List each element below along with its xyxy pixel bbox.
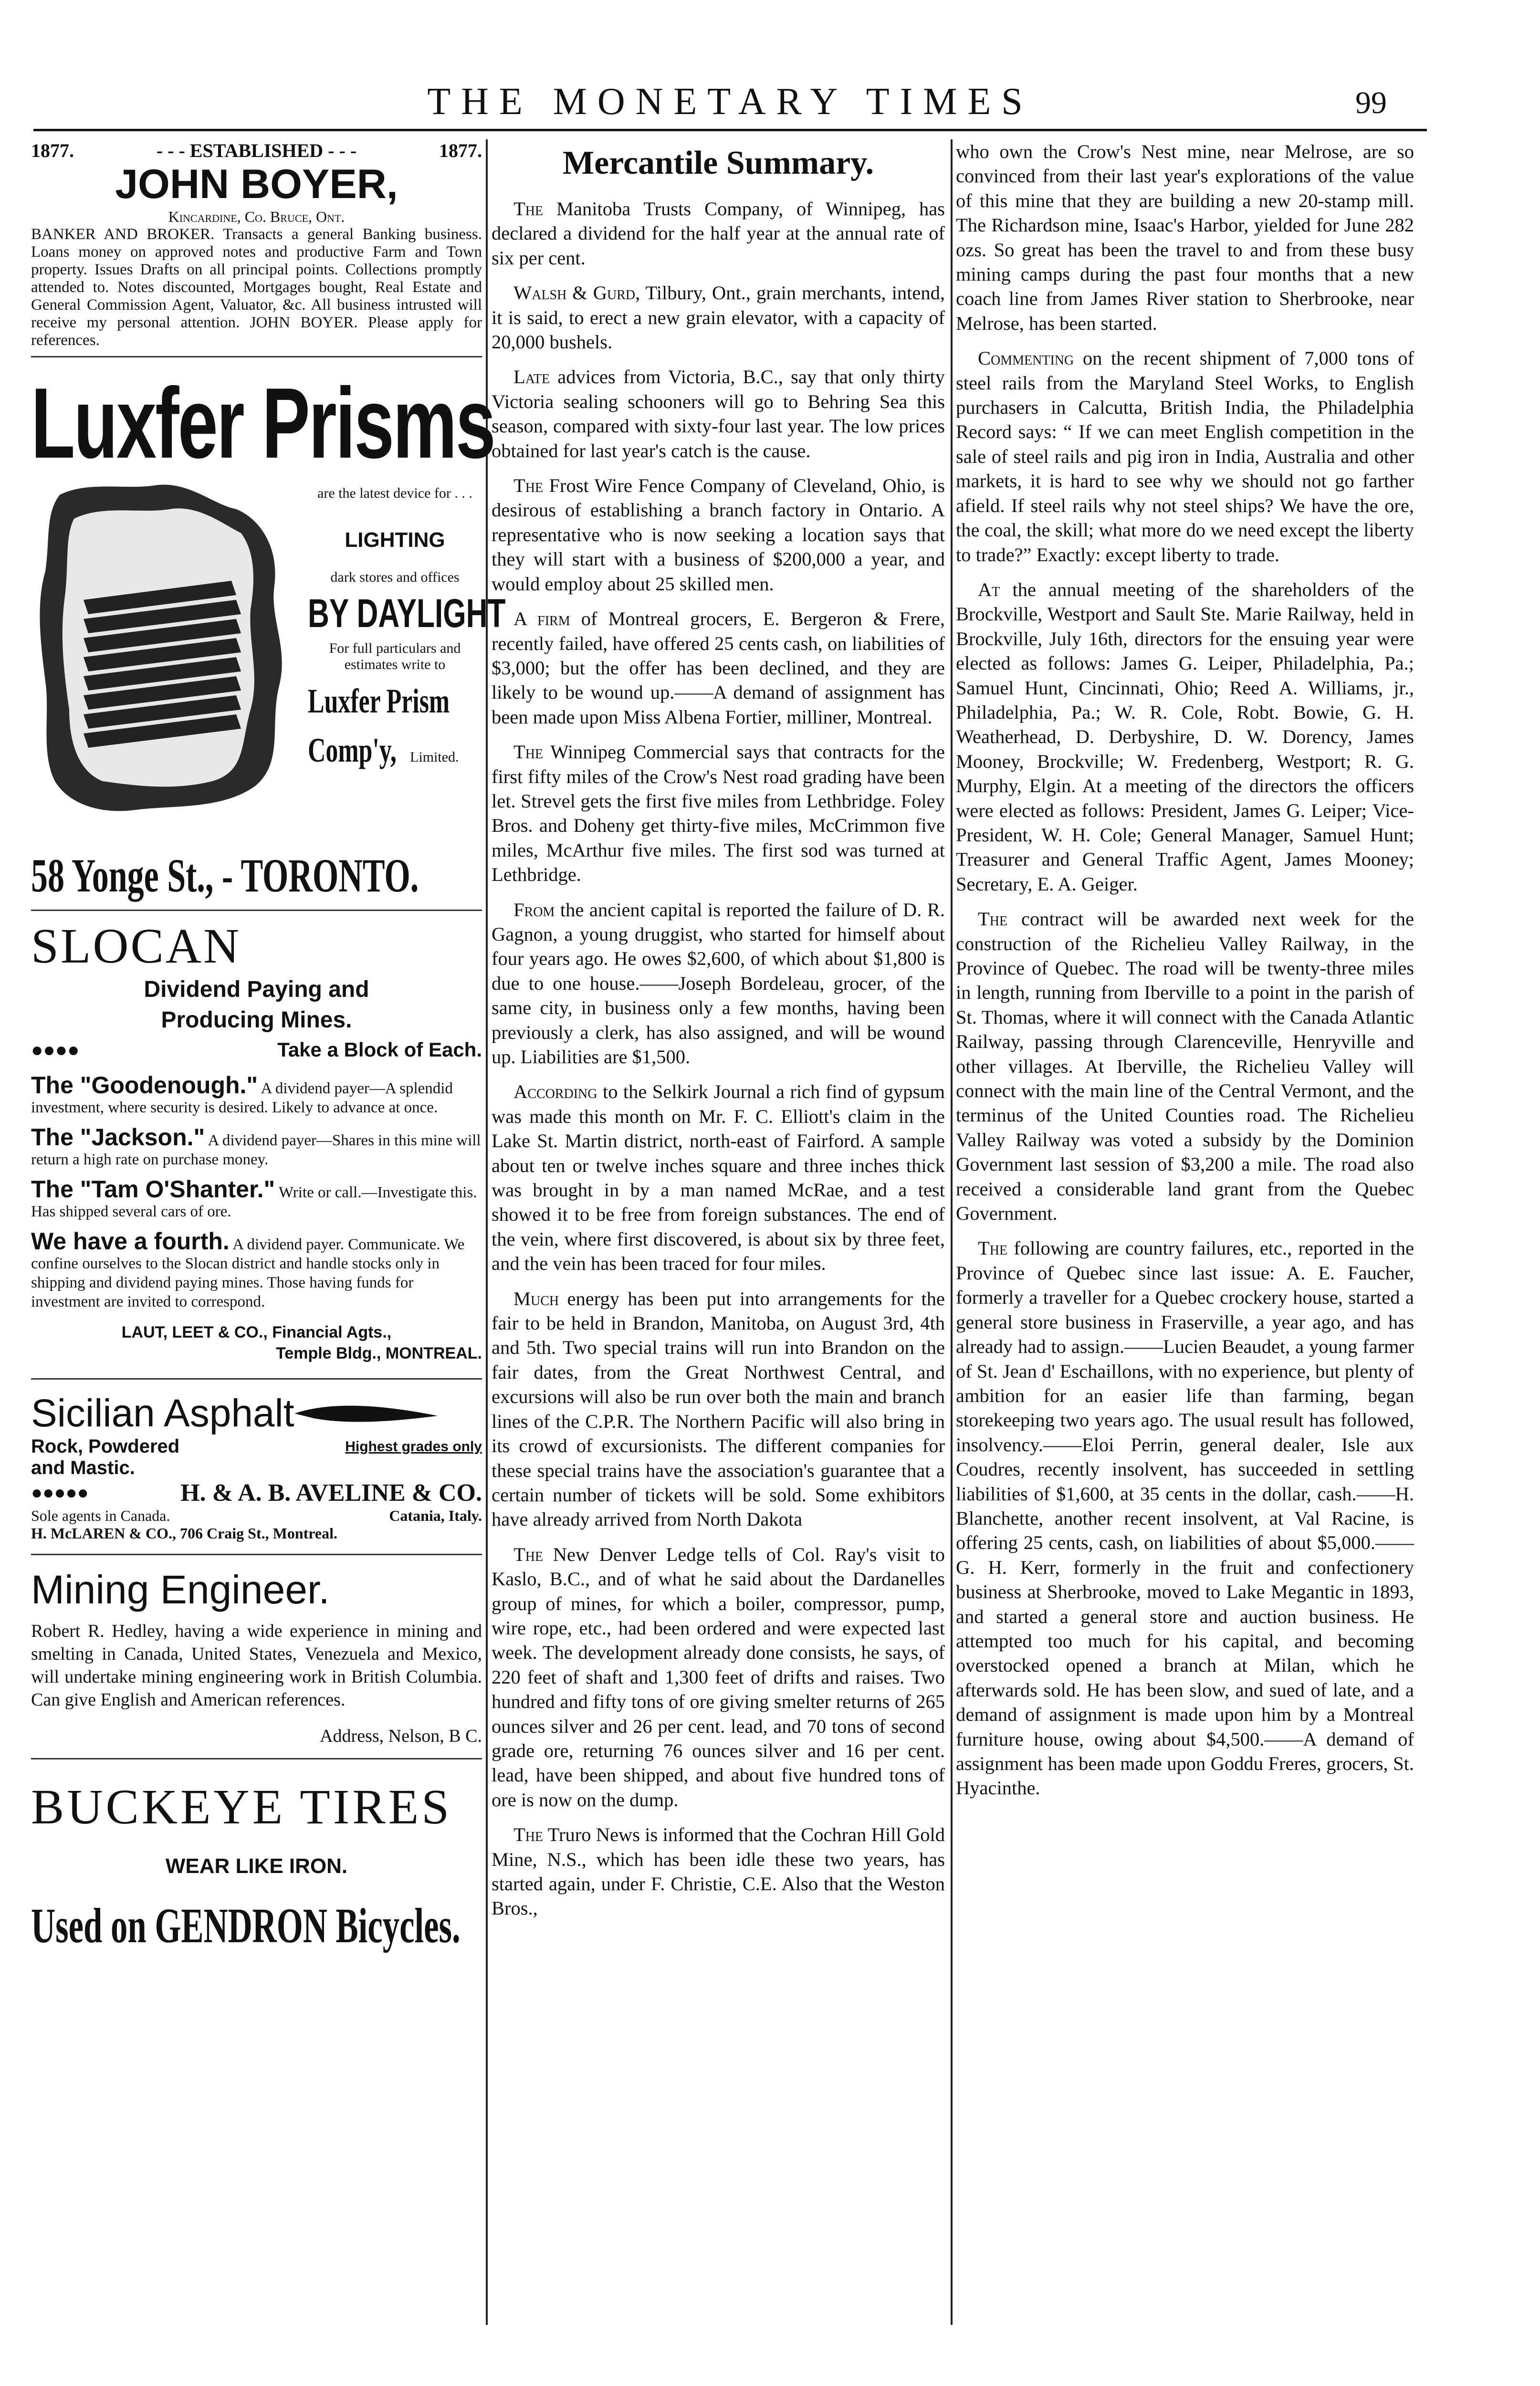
paragraph-lead: The (513, 475, 544, 497)
paragraph-lead: The (513, 741, 544, 763)
article-paragraph (492, 281, 945, 354)
paragraph-text: Manitoba Trusts Company, of Winnipeg, has declared a dividend for the half year at the annual rate of six per cent. (492, 198, 945, 269)
luxfer-line2: dark stores and offices (330, 569, 460, 585)
asphalt-line2: and Mastic. (31, 1457, 135, 1478)
asphalt-bullets: ●●●●● (31, 1482, 89, 1503)
section-heading: Mercantile Summary. (563, 145, 874, 181)
luxfer-daylight: BY DAYLIGHT (308, 591, 506, 636)
article-paragraph (492, 365, 945, 463)
luxfer-line1: are the latest device for . . . (317, 485, 472, 501)
slocan-item-tam-oshanter (31, 1176, 482, 1221)
boyer-name: JOHN BOYER, (115, 161, 398, 207)
luxfer-title: Luxfer Prisms (31, 367, 494, 479)
article-paragraph (956, 346, 1414, 567)
slocan-ad (31, 918, 482, 1364)
slocan-take-line (31, 1038, 482, 1061)
luxfer-company2-line (308, 731, 482, 770)
article-list (492, 197, 945, 1921)
slocan-item-text: A dividend payer—Shares in this mine will return a high rate on purchase money. (31, 1132, 481, 1168)
article-paragraph (492, 1542, 945, 1812)
slocan-item-text: Write or call.—Investigate this. Has shipped several cars of ore. (31, 1184, 477, 1220)
mining-address: Address, Nelson, B C. (320, 1726, 482, 1746)
asphalt-line1: Rock, Powdered (31, 1436, 180, 1457)
asphalt-row4 (31, 1507, 482, 1525)
boyer-year-right: 1877. (439, 140, 482, 161)
paragraph-text: contract will be awarded next week for the construction of the Richelieu Valley Railway, in the Province of Quebec. The road will be twenty-three miles in length, running from Iberville to a point in the parish of St. Thomas, where it will connect with the Canada Atlantic Railway, passing through Clarenceville, Henryville and other villages. At Iberville, the Richelieu Valley will connect with the main line of the Central Vermont, and the terminus of the United Counties road. The Richelieu Valley Railway was voted a subsidy by the Dominion Government last session of $3,200 a mile. The road also received a considerable land grant from the Quebec Government. (956, 908, 1414, 1224)
asphalt-row3 (31, 1479, 482, 1507)
luxfer-line3: For full particulars and estimates write to (329, 640, 461, 672)
asphalt-title-row (31, 1391, 482, 1436)
boyer-year-left: 1877. (31, 140, 74, 161)
luxfer-company1: Luxfer Prism (308, 682, 450, 720)
column-divider-right (951, 139, 953, 2325)
boyer-established: - - - ESTABLISHED - - - (156, 140, 357, 161)
paragraph-text: Truro News is informed that the Cochran Hill Gold Mine, N.S., which has been idle these two years, has started again, under F. Christie, C.E. Also that the Weston Bros., (492, 1824, 945, 1919)
luxfer-ad (31, 367, 506, 903)
article-paragraph (956, 139, 1414, 335)
paragraph-text: who own the Crow's Nest mine, near Melrose, are so convinced from their last year's explorations of the value of this mine that they are building a new 20-stamp mill. The Richardson mine, Isaac's Harbor, yielded for June 282 ozs. So great has been the travel to and from these busy mining camps during the past four months that a new coach line from James River station to Sherbrooke, near Melrose, has been started. (956, 141, 1414, 334)
luxfer-address: 58 Yonge St., - TORONTO. (31, 849, 419, 902)
paragraph-lead: A firm (513, 608, 570, 630)
article-paragraph (492, 740, 945, 887)
boyer-body: BANKER AND BROKER. Transacts a general Banking business. Loans money on approved notes and productive Farm and Town property. Issues Drafts on all principal points. Collections promptly attended to. Notes discounted, Mortgages bought, Real Estate and General Commission Agent, Valuator, &c. All business intrusted will receive my personal attention. JOHN BOYER. Please apply for references. (31, 226, 482, 349)
article-paragraph (492, 607, 945, 729)
asphalt-highest: Highest grades only (345, 1438, 482, 1455)
asphalt-title: Sicilian Asphalt (31, 1392, 294, 1435)
paragraph-lead: The (513, 1824, 544, 1846)
paragraph-lead: The (978, 908, 1008, 930)
paragraph-lead: From (513, 899, 555, 921)
article-paragraph (492, 1822, 945, 1921)
luxfer-body (31, 476, 506, 858)
paragraph-text: Tilbury, Ont., grain merchants, intend, it is said, to erect a new grain elevator, with a capacity of 20,000 bushels. (492, 282, 945, 353)
asphalt-sole: Sole agents in Canada. (31, 1507, 170, 1524)
asphalt-row1 (31, 1436, 482, 1457)
paragraph-text: energy has been put into arrangements for the fair to be held in Brandon, Manitoba, on August 3rd, 4th and 5th. Two special trains will run into Brandon on the fair dates, from the Great Northwest Central, and excursions will also be run over both the main and branch lines of the C.P.R. The Northern Pacific will also bring in its crowd of excursionists. The different companies for these special trains have the association's guarantee that a certain number of tickets will be sold. Some exhibitors have already arrived from North Dakota (492, 1287, 945, 1530)
mining-body: Robert R. Hedley, having a wide experience in mining and smelting in Canada, United States, Venezuela and Mexico, will undertake mining engineering work in British Columbia. Can give English and American references. (31, 1621, 482, 1710)
article-paragraph (492, 197, 945, 270)
slocan-item-text: A dividend payer—A splendid investment, where security is desired. Likely to advance at once. (31, 1080, 453, 1116)
luxfer-side-text (308, 476, 506, 770)
slocan-item-name: The "Goodenough." (31, 1072, 258, 1099)
paragraph-text: the ancient capital is reported the failure of D. R. Gagnon, a young druggist, who started for himself about four years ago. He owes $2,600, of which about $1,800 is due to one house.——Joseph Bordeleau, grocer, of the same city, in business only a few months, having been previously a clerk, has also assigned, and will be wound up. Liabilities are $1,500. (492, 899, 945, 1067)
slocan-agents2: Temple Bldg., MONTREAL. (276, 1344, 482, 1362)
slocan-item-name: We have a fourth. (31, 1228, 230, 1255)
boyer-location: Kincardine, Co. Bruce, Ont. (168, 208, 345, 225)
divider (31, 910, 482, 911)
slocan-agents1: LAUT, LEET & CO., Financial Agts., (121, 1323, 392, 1341)
paragraph-text: of Montreal grocers, E. Bergeron & Frere, recently failed, have offered 25 cents cash, on liabilities of $3,000; but the offer has been declined, and they are likely to be wound up.——A demand of assignment has been made upon Miss Albena Fortier, milliner, Montreal. (492, 608, 945, 728)
page-number: 99 (1355, 85, 1387, 120)
masthead-title: THE MONETARY TIMES (427, 81, 1033, 123)
slocan-sub2: Producing Mines. (161, 1007, 352, 1033)
article-paragraph (956, 577, 1414, 896)
slocan-item-name: The "Tam O'Shanter." (31, 1176, 275, 1203)
slocan-item-jackson (31, 1124, 482, 1169)
luxfer-lighting: LIGHTING (345, 528, 445, 552)
paragraph-lead: At (978, 578, 1000, 600)
paragraph-text: New Denver Ledge tells of Col. Ray's visit to Kaslo, B.C., and of what he said about the Dardanelles group of mines, for which a boiler, compressor, pump, wire rope, etc., had been ordered and were expected last week. The development already done consists, he says, of 220 feet of shaft and 1,300 feet of drifts and raises. Two hundred and fifty tons of ore giving smelter returns of 265 ounces silver and 26 per cent. lead, and 70 tons of second grade ore, returning 76 ounces silver and 16 per cent. lead, have been shipped, and about five hundred tons of ore is now on the dump. (492, 1543, 945, 1810)
divider (31, 1758, 482, 1759)
slocan-title: SLOCAN (31, 919, 241, 973)
buckeye-ad (31, 1779, 482, 1954)
article-paragraph (492, 898, 945, 1069)
mining-engineer-ad (31, 1567, 482, 1747)
asphalt-company: H. & A. B. AVELINE & CO. (180, 1479, 482, 1507)
article-paragraph (956, 1236, 1414, 1800)
prism-window-illustration (31, 476, 298, 819)
article-list (956, 139, 1414, 1800)
slocan-item-name: The "Jackson." (31, 1124, 205, 1151)
paragraph-text: Frost Wire Fence Company of Cleveland, Ohio, is desirous of establishing a branch factory in Ontario. A representative who is now seeking a location says that they will start with a business of $200,000 a year, and would employ about 25 skilled men. (492, 475, 945, 595)
luxfer-company2: Comp'y, (308, 731, 397, 769)
article-paragraph (492, 473, 945, 596)
divider (31, 1378, 482, 1380)
paragraph-text: to the Selkirk Journal a rich find of gypsum was made this month on Mr. F. C. Elliott's claim in the Lake St. Martin district, north-east of Fairford. A sample about ten or twelve inches square and three inches thick was brought in by a man named McRae, and a test showed it to be free from foreign substances. The end of the vein, where first discovered, is about six by three feet, and the vein has been traced for four miles. (492, 1081, 945, 1275)
buckeye-title: BUCKEYE TIRES (31, 1779, 452, 1834)
slocan-item-goodenough (31, 1072, 482, 1117)
buckeye-sub: WEAR LIKE IRON. (165, 1854, 348, 1878)
asphalt-mclaren: H. McLAREN & CO., 706 Craig St., Montreal. (31, 1525, 337, 1542)
paragraph-lead: The (513, 198, 544, 220)
paragraph-text: following are country failures, etc., reported in the Province of Quebec since last issue: A. E. Faucher, formerly a traveller for a Quebec crockery house, started a general store business in Fraserville, a year ago, and has already had to assign.——Lucien Beaudet, a young farmer of St. Jean d' Eschaillons, with no experience, but plenty of ambition for an easier life than farming, began storekeeping two years ago. The usual result has followed, insolvency.——Eloi Perrin, general dealer, Isle aux Coudres, recently insolvent, has succeeded in settling liabilities of $1,600, at 35 cents in the dollar, cash.——H. Blanchette, another recent insolvent, at Val Racine, is offering 25 cents, cash, on liabilities of about $5,000.——G. H. Kerr, formerly in the fruit and confectionery business at Sherbrooke, moved to Lake Megantic in 1893, and started a general store and auction business. He attempted too much for his capital, and becoming overstocked opened a branch at Milan, which he afterwards sold. He has been slow, and sued of late, and a demand of assignment is made upon him by a Montreal furniture house, owing about $4,500.——A demand of assignment has been made upon Goddu Freres, grocers, St. Hyacinthe. (956, 1237, 1414, 1799)
paragraph-lead: Walsh & Gurd, (513, 282, 640, 304)
slocan-bullets: ●●●● (31, 1038, 80, 1061)
pointing-hand-icon (294, 1399, 438, 1428)
boyer-ad (31, 139, 482, 349)
paragraph-lead: Much (513, 1287, 559, 1309)
divider (31, 356, 482, 357)
paragraph-lead: Commenting (978, 347, 1074, 369)
header-rule (33, 129, 1427, 131)
paragraph-text: advices from Victoria, B.C., say that only thirty Victoria sealing schooners will go to Behring Sea this season, compared with sixty-four last year. The low prices obtained for last year's catch is the cause. (492, 366, 945, 461)
slocan-sub1: Dividend Paying and (144, 977, 369, 1002)
boyer-established-line (31, 139, 482, 162)
paragraph-lead: According (513, 1081, 597, 1103)
article-paragraph (492, 1287, 945, 1532)
paragraph-text: on the recent shipment of 7,000 tons of steel rails from the Maryland Steel Works, to English purchasers in Calcutta, British India, the Philadelphia Record says: “ If we can meet English competition in the sale of steel rails and pig iron in India, Australia and other markets, it is hard to see why we should not go farther afield. If steel rails why not steel ships? We have the ore, the coal, the skill; what more do we need except the liberty to trade?” Exactly: except liberty to trade. (956, 347, 1414, 565)
advertisements-column (31, 139, 506, 2354)
divider (31, 1554, 482, 1555)
paragraph-lead: The (978, 1237, 1008, 1259)
paragraph-text: the annual meeting of the shareholders of the Brockville, Westport and Sault Ste. Marie Railway, held in Brockville, July 16th, directors for the ensuing year were elected as follows: James G. Leiper, Philadelphia, Pa.; Samuel Hunt, Cincinnati, Ohio; Reed A. Williams, jr., Philadelphia, Pa.; W. R. Cole, Robt. Bowie, G. H. Weatherhead, D. Derbyshire, D. W. Dorency, James Mooney, Brockville; W. Fredenberg, Westport; R. G. Murphy, Elgin. At a meeting of the directors the officers were elected as follows: President, James G. Leiper; Vice-President, W. H. Cole; General Manager, Samuel Hunt; Treasurer and General Traffic Agent, James Mooney; Secretary, E. A. Geiger. (956, 578, 1414, 895)
slocan-item-text: A dividend payer. Communicate. We confine ourselves to the Slocan district and handle stocks only in shipping and dividend paying mines. Those having funds for investment are invited to correspond. (31, 1236, 465, 1310)
article-paragraph (956, 907, 1414, 1225)
mercantile-summary-column (492, 139, 945, 2354)
continued-summary-column (956, 139, 1414, 2354)
slocan-item-fourth (31, 1228, 482, 1311)
mining-title: Mining Engineer. (31, 1567, 330, 1612)
asphalt-catania: Catania, Italy. (389, 1507, 482, 1524)
paragraph-text: Winnipeg Commercial says that contracts for the first fifty miles of the Crow's Nest road grading have been let. Strevel gets the first five miles from Lethbridge. Foley Bros. and Doheny get thirty-five miles, McCrimmon five miles, McArthur five miles. The first sod was turned at Lethbridge. (492, 741, 945, 886)
asphalt-ad (31, 1391, 482, 1542)
article-paragraph (492, 1079, 945, 1276)
luxfer-limited: Limited. (410, 749, 459, 765)
slocan-take: Take a Block of Each. (277, 1038, 482, 1061)
buckeye-used: Used on GENDRON Bicycles. (31, 1898, 461, 1953)
paragraph-lead: Late (513, 366, 550, 388)
paragraph-lead: The (513, 1543, 544, 1565)
